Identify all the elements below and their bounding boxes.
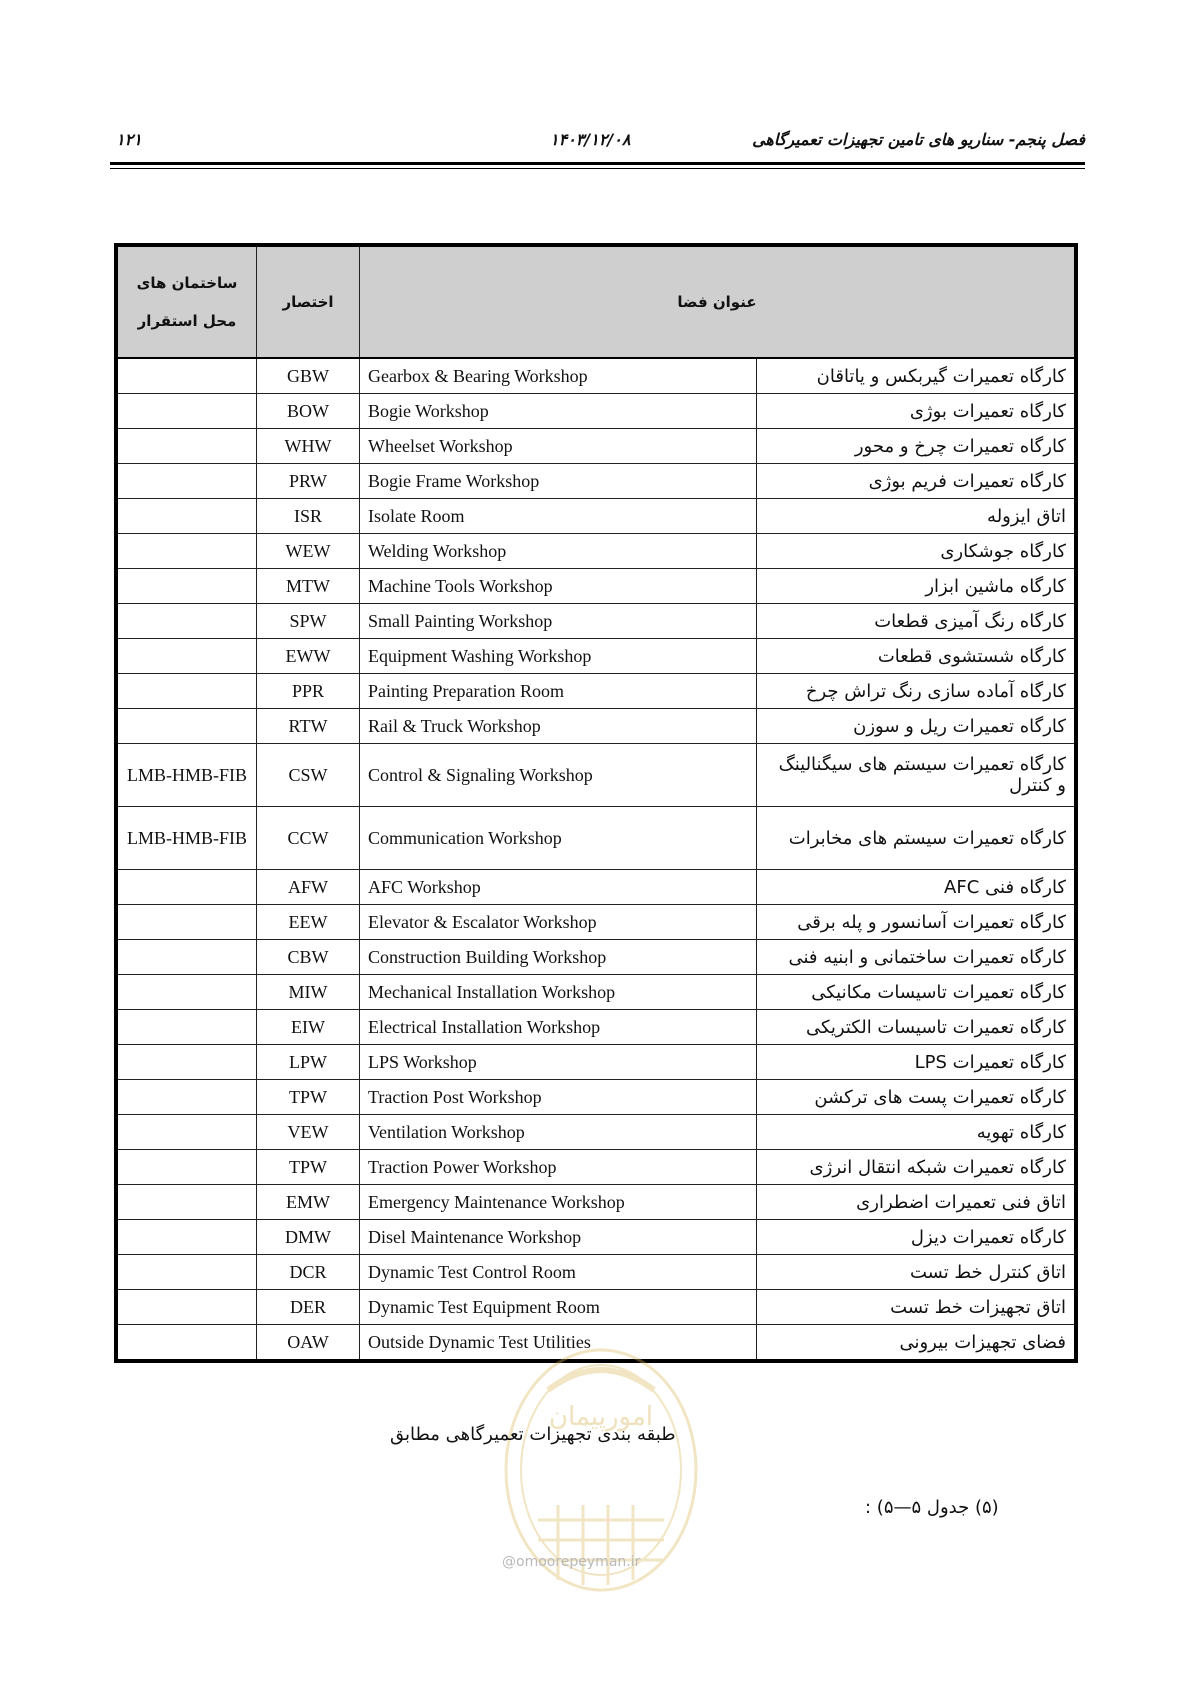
- col-header-abbr: اختصار: [257, 245, 360, 358]
- cell-abbr: ISR: [257, 499, 360, 534]
- table-row: [116, 870, 1076, 905]
- table-row: [116, 1010, 1076, 1045]
- cell-abbr: OAW: [257, 1325, 360, 1362]
- cell-english-title: Traction Power Workshop: [360, 1150, 757, 1185]
- cell-english-title: Equipment Washing Workshop: [360, 639, 757, 674]
- cell-persian-title: کارگاه جوشکاری: [757, 534, 1077, 569]
- cell-building: [116, 1255, 257, 1290]
- cell-building: [116, 1325, 257, 1362]
- cell-persian-title: کارگاه تعمیرات سیستم های مخابرات: [757, 807, 1077, 870]
- table-row: [116, 1255, 1076, 1290]
- page-number: ۱۲۱: [116, 130, 142, 149]
- col-header-space-title: عنوان فضا: [360, 245, 1077, 358]
- cell-english-title: Ventilation Workshop: [360, 1115, 757, 1150]
- table-row: [116, 1115, 1076, 1150]
- cell-english-title: Painting Preparation Room: [360, 674, 757, 709]
- table-row: [116, 569, 1076, 604]
- table-row: [116, 1290, 1076, 1325]
- cell-english-title: Communication Workshop: [360, 807, 757, 870]
- table-row: [116, 534, 1076, 569]
- table-row: [116, 639, 1076, 674]
- cell-persian-title: کارگاه تعمیرات ساختمانی و ابنیه فنی: [757, 940, 1077, 975]
- table-row: [116, 1080, 1076, 1115]
- cell-building: [116, 464, 257, 499]
- cell-persian-title: کارگاه تعمیرات تاسیسات الکتریکی: [757, 1010, 1077, 1045]
- cell-abbr: SPW: [257, 604, 360, 639]
- cell-persian-title: کارگاه تعمیرات گیربکس و یاتاقان: [757, 358, 1077, 394]
- workshop-table: [114, 243, 1078, 1363]
- table-row: [116, 464, 1076, 499]
- cell-persian-title: اتاق تجهیزات خط تست: [757, 1290, 1077, 1325]
- header-rule-thick: [110, 162, 1085, 165]
- cell-english-title: Welding Workshop: [360, 534, 757, 569]
- table-row: [116, 744, 1076, 807]
- cell-abbr: AFW: [257, 870, 360, 905]
- cell-building: [116, 1115, 257, 1150]
- cell-abbr: RTW: [257, 709, 360, 744]
- table-row: [116, 604, 1076, 639]
- cell-english-title: Construction Building Workshop: [360, 940, 757, 975]
- table-row: [116, 674, 1076, 709]
- cell-persian-title: کارگاه تعمیرات آسانسور و پله برقی: [757, 905, 1077, 940]
- cell-persian-title: کارگاه تعمیرات دیزل: [757, 1220, 1077, 1255]
- table-row: [116, 807, 1076, 870]
- cell-persian-title: اتاق ایزوله: [757, 499, 1077, 534]
- cell-english-title: Traction Post Workshop: [360, 1080, 757, 1115]
- cell-building: [116, 1010, 257, 1045]
- table-row: [116, 1185, 1076, 1220]
- cell-abbr: DMW: [257, 1220, 360, 1255]
- cell-building: [116, 1290, 257, 1325]
- watermark-site: @omoorepeyman.ir: [502, 1554, 641, 1570]
- cell-building: [116, 394, 257, 429]
- cell-abbr: CSW: [257, 744, 360, 807]
- table-header-row: [116, 245, 1076, 358]
- cell-persian-title: کارگاه تعمیرات تاسیسات مکانیکی: [757, 975, 1077, 1010]
- cell-english-title: Rail & Truck Workshop: [360, 709, 757, 744]
- cell-english-title: Dynamic Test Equipment Room: [360, 1290, 757, 1325]
- cell-english-title: Isolate Room: [360, 499, 757, 534]
- cell-english-title: Machine Tools Workshop: [360, 569, 757, 604]
- cell-abbr: EWW: [257, 639, 360, 674]
- cell-persian-title: کارگاه ماشین ابزار: [757, 569, 1077, 604]
- cell-persian-title: کارگاه فنی AFC: [757, 870, 1077, 905]
- cell-building: [116, 905, 257, 940]
- header-rule-thin: [110, 168, 1085, 169]
- cell-abbr: LPW: [257, 1045, 360, 1080]
- table-row: [116, 429, 1076, 464]
- cell-persian-title: اتاق کنترل خط تست: [757, 1255, 1077, 1290]
- col-header-building: ساختمان های محل استقرار: [116, 245, 257, 358]
- table-row: [116, 358, 1076, 394]
- cell-abbr: EEW: [257, 905, 360, 940]
- cell-building: [116, 499, 257, 534]
- cell-persian-title: کارگاه تعمیرات فریم بوژی: [757, 464, 1077, 499]
- table-row: [116, 499, 1076, 534]
- cell-abbr: DCR: [257, 1255, 360, 1290]
- cell-abbr: GBW: [257, 358, 360, 394]
- cell-abbr: VEW: [257, 1115, 360, 1150]
- cell-abbr: CBW: [257, 940, 360, 975]
- cell-persian-title: کارگاه تعمیرات چرخ و محور: [757, 429, 1077, 464]
- cell-english-title: Emergency Maintenance Workshop: [360, 1185, 757, 1220]
- cell-abbr: PRW: [257, 464, 360, 499]
- cell-english-title: Gearbox & Bearing Workshop: [360, 358, 757, 394]
- cell-abbr: EIW: [257, 1010, 360, 1045]
- cell-persian-title: کارگاه تعمیرات پست های ترکشن: [757, 1080, 1077, 1115]
- cell-building: LMB-HMB-FIB: [116, 807, 257, 870]
- table-row: [116, 394, 1076, 429]
- cell-persian-title: کارگاه رنگ آمیزی قطعات: [757, 604, 1077, 639]
- cell-english-title: Bogie Workshop: [360, 394, 757, 429]
- cell-english-title: Control & Signaling Workshop: [360, 744, 757, 807]
- table-row: [116, 975, 1076, 1010]
- watermark-logo-text: امورپیمان: [548, 1402, 654, 1432]
- cell-abbr: WHW: [257, 429, 360, 464]
- table-caption-line1: طبقه بندی تجهیزات تعمیرگاهی مطابق: [390, 1424, 676, 1445]
- cell-building: [116, 569, 257, 604]
- cell-english-title: Dynamic Test Control Room: [360, 1255, 757, 1290]
- cell-persian-title: اتاق فنی تعمیرات اضطراری: [757, 1185, 1077, 1220]
- cell-abbr: CCW: [257, 807, 360, 870]
- cell-building: [116, 870, 257, 905]
- cell-english-title: Electrical Installation Workshop: [360, 1010, 757, 1045]
- cell-abbr: MIW: [257, 975, 360, 1010]
- cell-abbr: PPR: [257, 674, 360, 709]
- cell-building: [116, 639, 257, 674]
- cell-english-title: Wheelset Workshop: [360, 429, 757, 464]
- cell-abbr: EMW: [257, 1185, 360, 1220]
- page-header: [110, 128, 1085, 158]
- table-row: [116, 1220, 1076, 1255]
- cell-building: [116, 1150, 257, 1185]
- cell-building: [116, 674, 257, 709]
- cell-english-title: Small Painting Workshop: [360, 604, 757, 639]
- cell-building: [116, 1185, 257, 1220]
- cell-building: [116, 940, 257, 975]
- cell-english-title: Disel Maintenance Workshop: [360, 1220, 757, 1255]
- cell-persian-title: کارگاه تعمیرات بوژی: [757, 394, 1077, 429]
- cell-building: [116, 1220, 257, 1255]
- cell-building: LMB-HMB-FIB: [116, 744, 257, 807]
- table-row: [116, 905, 1076, 940]
- cell-english-title: AFC Workshop: [360, 870, 757, 905]
- cell-abbr: MTW: [257, 569, 360, 604]
- cell-english-title: Bogie Frame Workshop: [360, 464, 757, 499]
- cell-building: [116, 709, 257, 744]
- cell-persian-title: فضای تجهیزات بیرونی: [757, 1325, 1077, 1362]
- cell-building: [116, 358, 257, 394]
- cell-abbr: WEW: [257, 534, 360, 569]
- cell-abbr: TPW: [257, 1080, 360, 1115]
- cell-building: [116, 604, 257, 639]
- cell-english-title: Outside Dynamic Test Utilities: [360, 1325, 757, 1362]
- cell-persian-title: کارگاه تعمیرات شبکه انتقال انرژی: [757, 1150, 1077, 1185]
- table-row: [116, 1150, 1076, 1185]
- table-row: [116, 1045, 1076, 1080]
- cell-persian-title: کارگاه شستشوی قطعات: [757, 639, 1077, 674]
- table-caption-line2: (۵) جدول ۵—۵) :: [865, 1497, 999, 1518]
- cell-building: [116, 534, 257, 569]
- cell-building: [116, 1045, 257, 1080]
- header-date: ۱۴۰۳/۱۲/۰۸: [550, 130, 631, 149]
- table-row: [116, 940, 1076, 975]
- cell-building: [116, 429, 257, 464]
- cell-building: [116, 1080, 257, 1115]
- cell-persian-title: کارگاه تعمیرات LPS: [757, 1045, 1077, 1080]
- cell-abbr: DER: [257, 1290, 360, 1325]
- cell-english-title: Elevator & Escalator Workshop: [360, 905, 757, 940]
- chapter-title: فصل پنجم- سناریو های تامین تجهیزات تعمیرگاهی: [752, 130, 1085, 149]
- cell-persian-title: کارگاه تهویه: [757, 1115, 1077, 1150]
- table-row: [116, 709, 1076, 744]
- cell-persian-title: کارگاه تعمیرات سیستم های سیگنالینگ و کنترل: [757, 744, 1077, 807]
- cell-english-title: LPS Workshop: [360, 1045, 757, 1080]
- cell-english-title: Mechanical Installation Workshop: [360, 975, 757, 1010]
- cell-building: [116, 975, 257, 1010]
- cell-abbr: TPW: [257, 1150, 360, 1185]
- cell-persian-title: کارگاه تعمیرات ریل و سوزن: [757, 709, 1077, 744]
- cell-persian-title: کارگاه آماده سازی رنگ تراش چرخ: [757, 674, 1077, 709]
- cell-abbr: BOW: [257, 394, 360, 429]
